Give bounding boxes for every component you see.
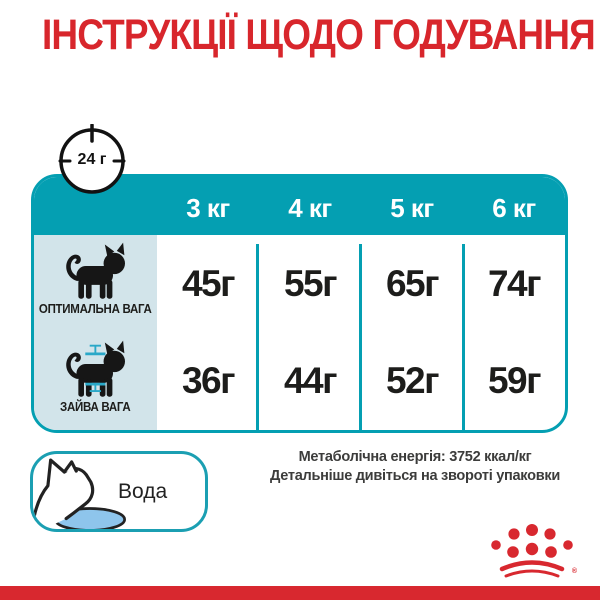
bottom-accent-bar (0, 586, 600, 600)
packaging-info-note: Детальніше дивіться на звороті упаковки (270, 467, 560, 484)
ration-optimal-4kg: 55г (283, 262, 337, 304)
page-title: ІНСТРУКЦІЇ ЩОДО ГОДУВАННЯ (42, 11, 595, 59)
cat-optimal-weight-icon (61, 242, 131, 300)
feeding-table (31, 174, 568, 433)
row-label-optimal-weight: ОПТИМАЛЬНА ВАГА (39, 302, 152, 316)
column-divider (359, 244, 362, 430)
column-5kg (361, 235, 463, 430)
ration-optimal-6kg: 74г (487, 262, 541, 304)
column-divider (462, 244, 465, 430)
water-box (30, 451, 208, 532)
feeding-table-body (34, 235, 565, 430)
row-label-overweight: ЗАЙВА ВАГА (60, 399, 131, 414)
column-3kg (157, 235, 259, 430)
ration-overweight-6kg: 59г (487, 360, 541, 402)
water-label: Вода (118, 480, 168, 503)
daily-ration-label: 24 г (77, 151, 107, 168)
brand-crown-logo (489, 523, 575, 581)
cat-overweight-icon (61, 340, 131, 398)
row-label-column (34, 235, 157, 430)
column-4kg (259, 235, 361, 430)
ration-overweight-5kg: 52г (385, 360, 439, 402)
ration-optimal-3kg: 45г (181, 262, 235, 304)
notes-block (245, 447, 585, 485)
ration-optimal-5kg: 65г (385, 262, 439, 304)
ration-overweight-4kg: 44г (283, 360, 337, 402)
daily-ration-clock (56, 124, 128, 196)
metabolic-energy-note: Метаболічна енергія: 3752 ккал/кг (298, 448, 532, 465)
crown-icon (489, 523, 575, 581)
column-header-5kg: 5 кг (390, 192, 434, 223)
registered-trademark: ® (571, 568, 577, 575)
column-header-6kg: 6 кг (492, 192, 536, 223)
column-6kg (463, 235, 565, 430)
column-divider (256, 244, 259, 430)
row-optimal-weight (34, 235, 157, 333)
column-header-4kg: 4 кг (288, 192, 332, 223)
row-overweight (34, 333, 157, 431)
column-header-3kg: 3 кг (186, 192, 230, 223)
ration-overweight-3kg: 36г (181, 360, 235, 402)
